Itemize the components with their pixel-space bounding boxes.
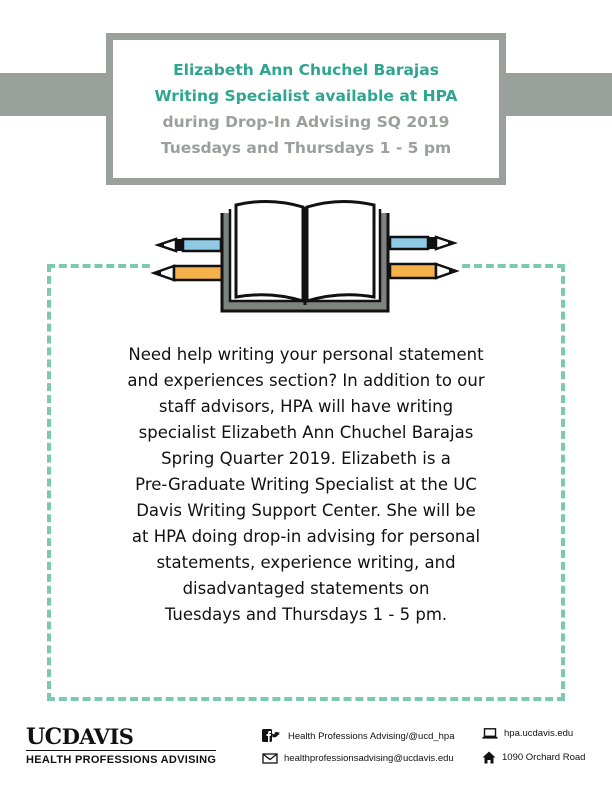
email-icon <box>262 753 278 764</box>
home-icon <box>482 751 496 764</box>
body-line: disadvantaged statements on <box>182 579 430 598</box>
website-url: hpa.ucdavis.edu <box>504 728 574 739</box>
logo-wordmark <box>26 726 216 748</box>
ucdavis-logo <box>26 726 216 766</box>
body-line: and experiences section? In addition to our <box>127 371 485 390</box>
body-line: staff advisors, HPA will have writing <box>158 397 454 416</box>
email-contact[interactable] <box>262 753 454 764</box>
body-line: Spring Quarter 2019. Elizabeth is a <box>161 449 451 468</box>
title-role: Writing Specialist available at HPA <box>154 87 458 105</box>
social-handle: Health Professions Advising/@ucd_hpa <box>288 730 455 742</box>
facebook-icon <box>262 728 282 744</box>
body-line: Need help writing your personal statement <box>128 345 484 364</box>
logo-divider <box>26 750 216 751</box>
laptop-icon <box>482 728 498 739</box>
website-contact[interactable] <box>482 728 573 739</box>
logo-davis: DAVIS <box>61 724 134 749</box>
body-line: Tuesdays and Thursdays 1 - 5 pm. <box>164 605 448 624</box>
book-icon <box>150 193 460 321</box>
book-illustration <box>150 193 460 321</box>
logo-uc: UC <box>26 724 62 750</box>
title-name: Elizabeth Ann Chuchel Barajas <box>173 61 439 79</box>
body-line: specialist Elizabeth Ann Chuchel Barajas <box>138 423 474 442</box>
street-address: 1090 Orchard Road <box>502 752 586 763</box>
address-contact <box>482 751 585 764</box>
body-line: at HPA doing drop-in advising for personal <box>131 527 481 546</box>
pencil-icon <box>154 239 222 280</box>
body-paragraph <box>60 342 552 628</box>
body-line: statements, experience writing, and <box>156 553 456 572</box>
email-address: healthprofessionsadvising@ucdavis.edu <box>284 753 454 764</box>
title-schedule: Tuesdays and Thursdays 1 - 5 pm <box>160 139 452 157</box>
title-box <box>106 33 506 185</box>
body-line: Pre-Graduate Writing Specialist at the UC <box>135 475 477 494</box>
body-line: Davis Writing Support Center. She will be <box>136 501 476 520</box>
department-name: HEALTH PROFESSIONS ADVISING <box>26 754 217 766</box>
title-session: during Drop-In Advising SQ 2019 <box>162 113 450 131</box>
social-contact[interactable] <box>262 728 455 744</box>
pencil-icon <box>390 237 456 278</box>
